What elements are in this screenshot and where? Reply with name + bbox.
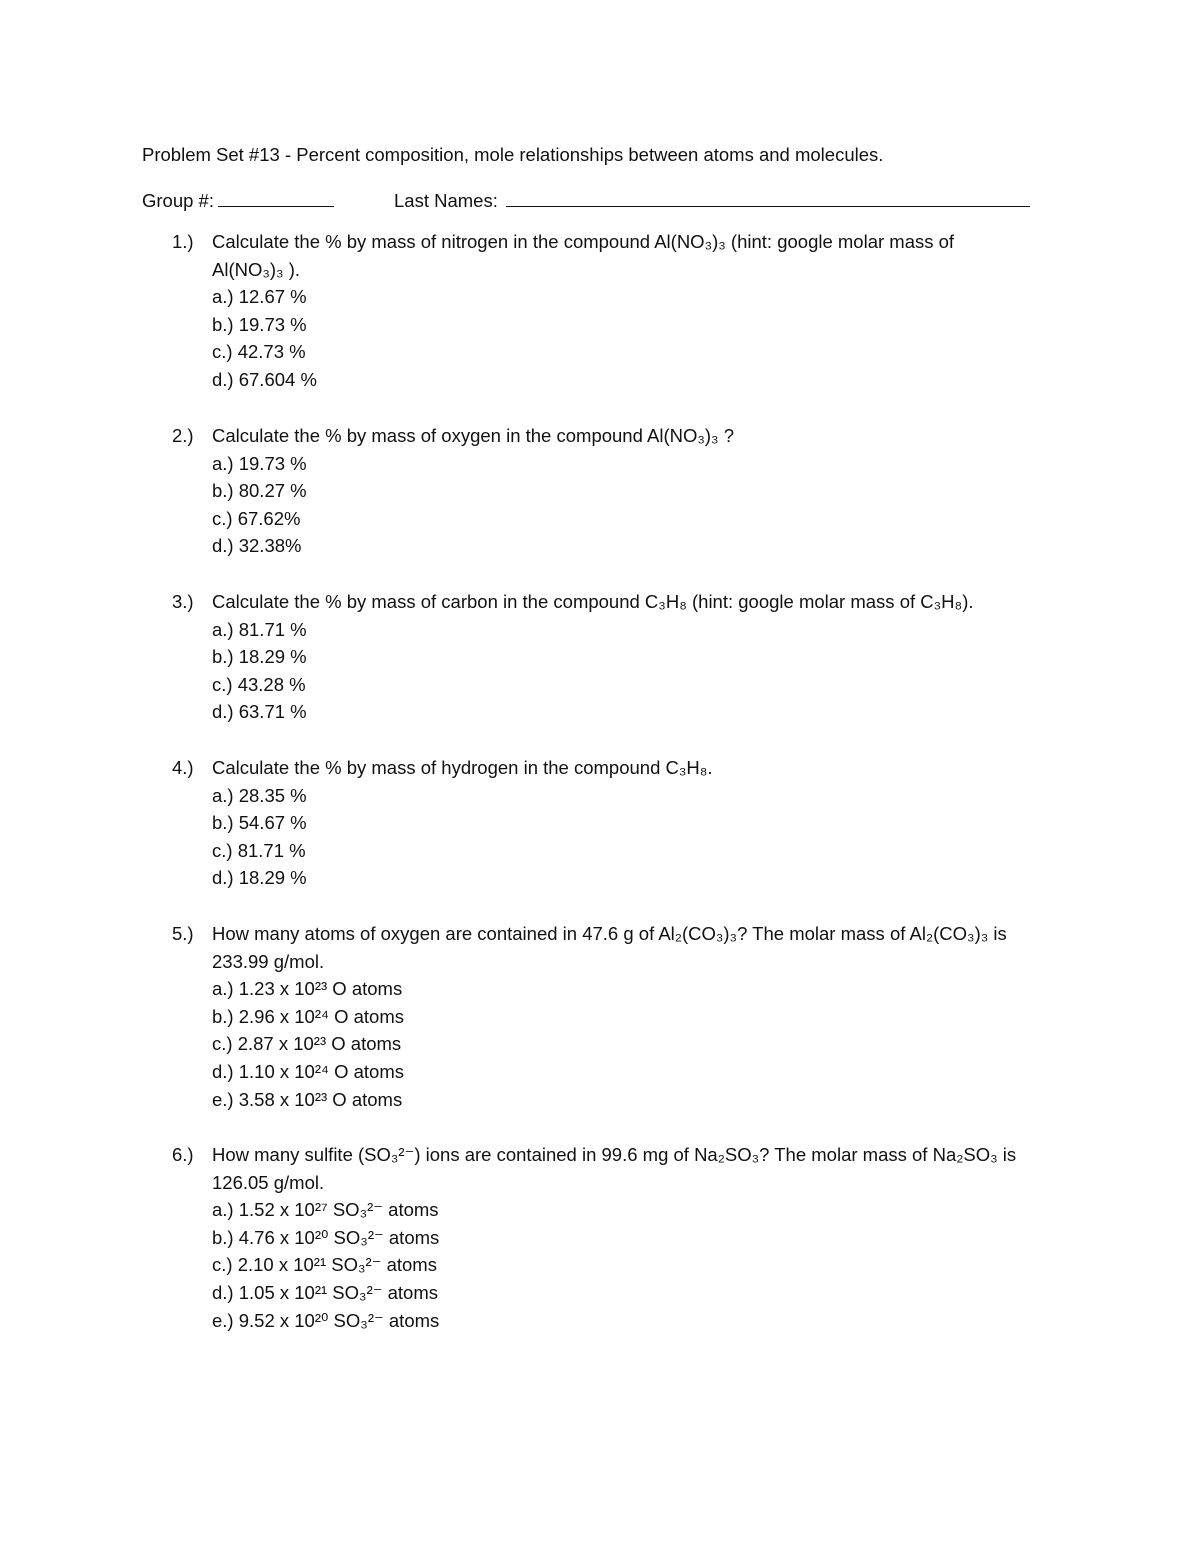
answer-option: d.) 32.38% [212, 535, 302, 557]
answer-option: b.) 2.96 x 10²⁴ O atoms [212, 1005, 405, 1027]
question-number: 4.) [172, 757, 194, 778]
answer-option: c.) 81.71 % [212, 839, 306, 861]
question-5 [172, 920, 1052, 1113]
question-text-continued: 233.99 g/mol. [212, 950, 325, 972]
group-number-blank[interactable] [218, 190, 334, 207]
question-text: Calculate the % by mass of nitrogen in the compound Al(NO₃)₃ (hint: google molar mass of [212, 231, 955, 252]
question-number: 2.) [172, 425, 194, 446]
question-number: 5.) [172, 923, 194, 944]
answer-option: a.) 1.52 x 10²⁷ SO₃²⁻ atoms [212, 1199, 439, 1221]
answer-option: b.) 4.76 x 10²⁰ SO₃²⁻ atoms [212, 1226, 440, 1248]
answer-option: a.) 1.23 x 10²³ O atoms [212, 978, 403, 1000]
group-info-row [142, 190, 498, 212]
answer-option: c.) 2.87 x 10²³ O atoms [212, 1033, 402, 1055]
question-2 [172, 422, 1052, 560]
last-names-label: Last Names: [394, 190, 498, 211]
answer-option: e.) 3.58 x 10²³ O atoms [212, 1088, 403, 1110]
group-label: Group #: [142, 190, 214, 211]
page-title: Problem Set #13 - Percent composition, mole relationships between atoms and molecules. [142, 144, 884, 165]
question-1 [172, 228, 1052, 394]
question-text: Calculate the % by mass of carbon in the compound C₃H₈ (hint: google molar mass of C₃H₈). [212, 591, 974, 612]
answer-option: a.) 19.73 % [212, 452, 307, 474]
answer-option: b.) 80.27 % [212, 480, 307, 502]
question-text: How many atoms of oxygen are contained in 47.6 g of Al₂(CO₃)₃? The molar mass of Al₂(CO₃)₃ is [212, 923, 1007, 944]
answer-option: c.) 42.73 % [212, 341, 306, 363]
question-text: How many sulfite (SO₃²⁻) ions are contained in 99.6 mg of Na₂SO₃? The molar mass of Na₂SO₃ is [212, 1144, 1017, 1165]
question-text-continued: 126.05 g/mol. [212, 1171, 325, 1193]
answer-option: c.) 67.62% [212, 507, 301, 529]
question-4 [172, 754, 1052, 892]
answer-option: d.) 67.604 % [212, 368, 317, 390]
question-number: 6.) [172, 1144, 194, 1165]
answer-option: d.) 1.10 x 10²⁴ O atoms [212, 1060, 405, 1082]
answer-option: b.) 19.73 % [212, 313, 307, 335]
question-text: Calculate the % by mass of hydrogen in the compound C₃H₈. [212, 757, 713, 778]
question-text: Calculate the % by mass of oxygen in the compound Al(NO₃)₃ ? [212, 425, 735, 446]
answer-option: c.) 2.10 x 10²¹ SO₃²⁻ atoms [212, 1254, 437, 1276]
answer-option: a.) 12.67 % [212, 286, 307, 308]
question-number: 1.) [172, 231, 194, 252]
answer-option: d.) 63.71 % [212, 701, 307, 723]
answer-option: d.) 1.05 x 10²¹ SO₃²⁻ atoms [212, 1281, 439, 1303]
answer-option: c.) 43.28 % [212, 673, 306, 695]
answer-option: d.) 18.29 % [212, 867, 307, 889]
answer-option: b.) 18.29 % [212, 646, 307, 668]
answer-option: a.) 28.35 % [212, 784, 307, 806]
question-number: 3.) [172, 591, 194, 612]
question-6 [172, 1141, 1052, 1334]
last-names-blank[interactable] [506, 190, 1030, 207]
question-text-continued: Al(NO₃)₃ ). [212, 258, 301, 280]
answer-option: b.) 54.67 % [212, 812, 307, 834]
question-3 [172, 588, 1052, 726]
answer-option: e.) 9.52 x 10²⁰ SO₃²⁻ atoms [212, 1309, 440, 1331]
answer-option: a.) 81.71 % [212, 618, 307, 640]
